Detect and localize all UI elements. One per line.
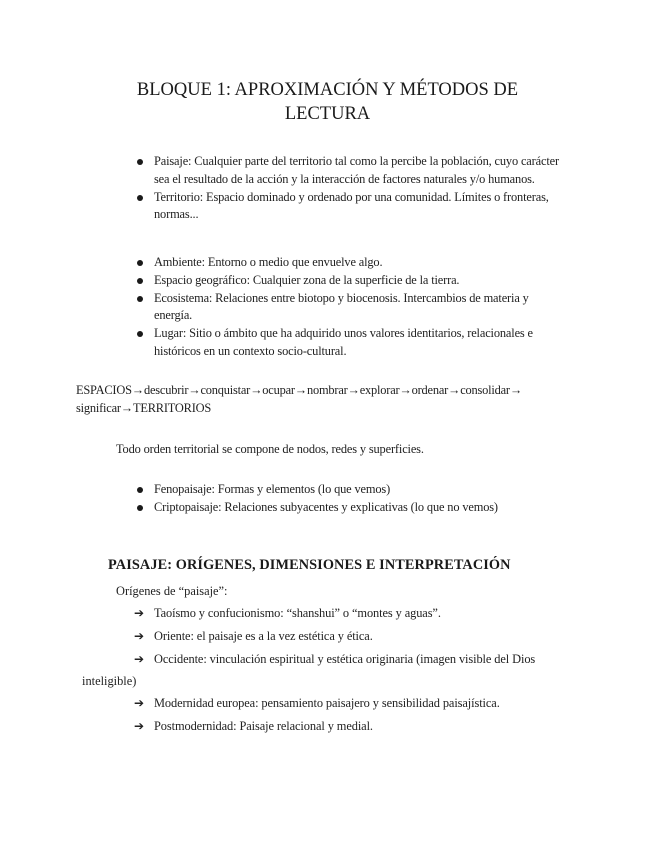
paisaje-type-criptopaisaje: Criptopaisaje: Relaciones subyacentes y explicativas (lo que no vemos) <box>138 499 498 517</box>
arrow-icon: ➔ <box>134 629 144 643</box>
origin-item-occidente <box>134 650 535 668</box>
origin-text: Occidente: vinculación espiritual y estética originaria (imagen visible del Dios <box>154 652 536 666</box>
definition-item-ecosistema: Ecosistema: Relaciones entre biotopo y biocenosis. Intercambios de materia y energía. <box>138 290 563 326</box>
definition-item-espacio-geografico: Espacio geográfico: Cualquier zona de la superficie de la tierra. <box>138 272 563 290</box>
origin-text: Modernidad europea: pensamiento paisajero y sensibilidad paisajística. <box>154 696 500 710</box>
arrow-icon: ➔ <box>134 606 144 620</box>
origin-item-oriente <box>134 627 373 645</box>
origin-item-postmodernidad <box>134 717 373 735</box>
arrow-icon: ➔ <box>134 652 144 666</box>
definition-item-lugar: Lugar: Sitio o ámbito que ha adquirido unos valores identitarios, relacionales e históricos en un contexto socio-cultural. <box>138 325 563 361</box>
origin-text: Oriente: el paisaje es a la vez estética y ética. <box>154 629 373 643</box>
page-title <box>100 78 555 126</box>
origin-item-occidente-continuation: inteligible) <box>82 674 137 688</box>
origin-text: Taoísmo y confucionismo: “shanshui” o “montes y aguas”. <box>154 606 441 620</box>
definition-item-paisaje: Paisaje: Cualquier parte del territorio tal como la percibe la población, cuyo carácter sea el resultado de la acción y la interacción de factores naturales y/o humanos. <box>138 153 563 189</box>
definitions-list-2 <box>138 254 563 361</box>
territorial-order-text: Todo orden territorial se compone de nodos, redes y superficies. <box>116 442 424 456</box>
arrow-icon: ➔ <box>134 719 144 733</box>
section-heading: PAISAJE: ORÍGENES, DIMENSIONES E INTERPRETACIÓN <box>108 557 511 573</box>
title-line-1: BLOQUE 1: APROXIMACIÓN Y MÉTODOS DE <box>136 80 519 100</box>
spaces-sequence: ESPACIOS→descubrir→conquistar→ocupar→nombrar→explorar→ordenar→consolidar→ significar→TERRITORIOS <box>76 383 523 415</box>
origin-item-taoismo <box>134 604 441 622</box>
origin-text: Postmodernidad: Paisaje relacional y medial. <box>154 719 373 733</box>
definitions-list-1 <box>138 153 563 224</box>
paisaje-types-list <box>138 481 498 517</box>
definition-item-territorio: Territorio: Espacio dominado y ordenado por una comunidad. Límites o fronteras, normas... <box>138 189 563 225</box>
paisaje-type-fenopaisaje: Fenopaisaje: Formas y elementos (lo que vemos) <box>138 481 498 499</box>
origin-item-modernidad <box>134 694 500 712</box>
arrow-icon: ➔ <box>134 696 144 710</box>
definition-item-ambiente: Ambiente: Entorno o medio que envuelve algo. <box>138 254 563 272</box>
origins-label: Orígenes de “paisaje”: <box>116 584 228 598</box>
title-line-2: LECTURA <box>284 104 371 124</box>
